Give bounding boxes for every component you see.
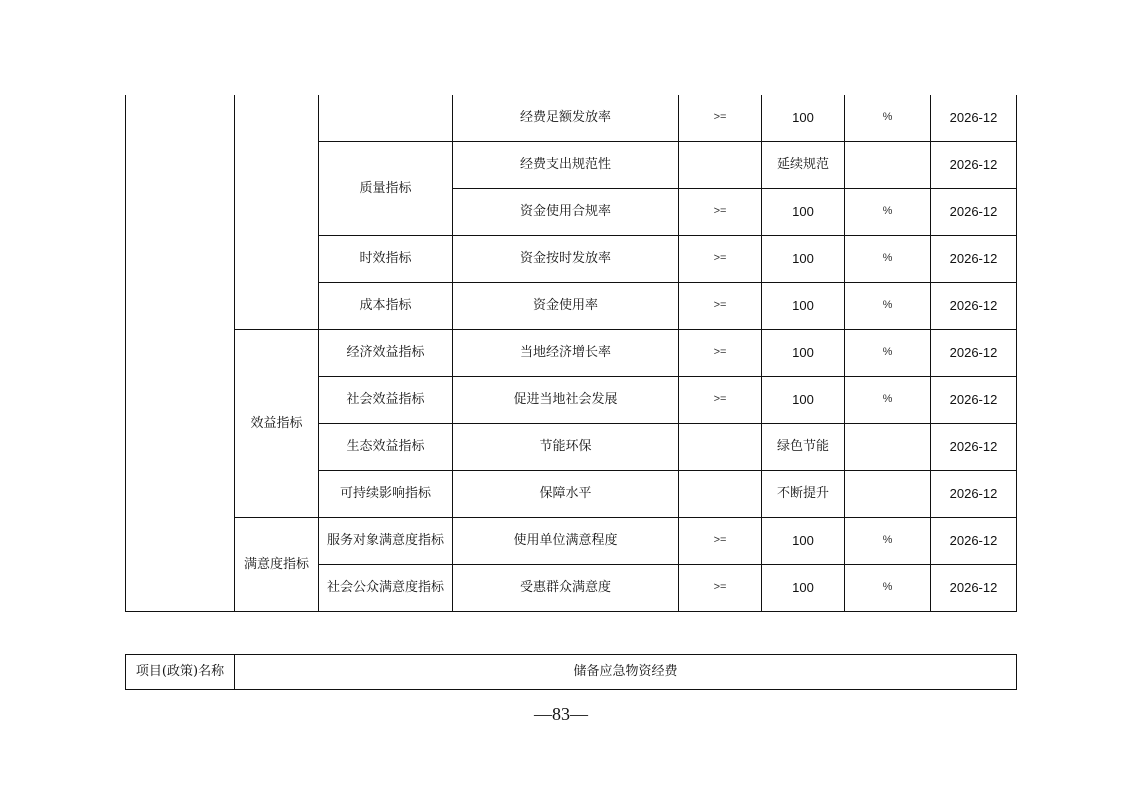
date-cell: 2026-12 xyxy=(931,518,1017,565)
table-row xyxy=(126,95,1017,142)
date-cell: 2026-12 xyxy=(931,424,1017,471)
unit-cell: % xyxy=(845,236,931,283)
performance-indicator-table xyxy=(125,95,1017,612)
level3-cell: 可持续影响指标 xyxy=(319,471,453,518)
value-cell: 100 xyxy=(762,377,845,424)
date-cell: 2026-12 xyxy=(931,377,1017,424)
level1-cell xyxy=(126,95,235,612)
value-cell: 延续规范 xyxy=(762,142,845,189)
operator-cell xyxy=(679,471,762,518)
unit-cell xyxy=(845,471,931,518)
project-name-cell: 储备应急物资经费 xyxy=(235,655,1017,690)
value-cell: 100 xyxy=(762,565,845,612)
date-cell: 2026-12 xyxy=(931,189,1017,236)
indicator-cell: 资金按时发放率 xyxy=(453,236,679,283)
value-cell: 100 xyxy=(762,95,845,142)
page-number: —83— xyxy=(534,704,588,724)
indicator-cell: 受惠群众满意度 xyxy=(453,565,679,612)
table-row xyxy=(126,330,1017,377)
indicator-cell: 促进当地社会发展 xyxy=(453,377,679,424)
project-name-table xyxy=(125,654,1017,690)
date-cell: 2026-12 xyxy=(931,471,1017,518)
indicator-cell: 资金使用合规率 xyxy=(453,189,679,236)
indicator-cell: 经费支出规范性 xyxy=(453,142,679,189)
indicator-cell: 使用单位满意程度 xyxy=(453,518,679,565)
value-cell: 100 xyxy=(762,330,845,377)
unit-cell xyxy=(845,142,931,189)
unit-cell: % xyxy=(845,189,931,236)
indicator-cell: 保障水平 xyxy=(453,471,679,518)
project-label-cell: 项目(政策)名称 xyxy=(126,655,235,690)
level2-benefit-cell: 效益指标 xyxy=(235,330,319,518)
level3-cell: 成本指标 xyxy=(319,283,453,330)
date-cell: 2026-12 xyxy=(931,283,1017,330)
operator-cell: >= xyxy=(679,236,762,283)
date-cell: 2026-12 xyxy=(931,236,1017,283)
level2-output-cell xyxy=(235,95,319,330)
level3-cell: 生态效益指标 xyxy=(319,424,453,471)
unit-cell: % xyxy=(845,330,931,377)
operator-cell: >= xyxy=(679,565,762,612)
table-row xyxy=(126,655,1017,690)
level3-cell: 质量指标 xyxy=(319,142,453,236)
date-cell: 2026-12 xyxy=(931,142,1017,189)
operator-cell: >= xyxy=(679,330,762,377)
operator-cell: >= xyxy=(679,283,762,330)
unit-cell: % xyxy=(845,565,931,612)
level3-cell xyxy=(319,95,453,142)
level3-cell: 服务对象满意度指标 xyxy=(319,518,453,565)
date-cell: 2026-12 xyxy=(931,95,1017,142)
indicator-cell: 经费足额发放率 xyxy=(453,95,679,142)
operator-cell: >= xyxy=(679,518,762,565)
value-cell: 100 xyxy=(762,189,845,236)
unit-cell: % xyxy=(845,518,931,565)
indicator-cell: 资金使用率 xyxy=(453,283,679,330)
operator-cell: >= xyxy=(679,377,762,424)
value-cell: 不断提升 xyxy=(762,471,845,518)
operator-cell: >= xyxy=(679,95,762,142)
date-cell: 2026-12 xyxy=(931,330,1017,377)
level3-cell: 经济效益指标 xyxy=(319,330,453,377)
value-cell: 100 xyxy=(762,236,845,283)
indicator-cell: 当地经济增长率 xyxy=(453,330,679,377)
indicator-cell: 节能环保 xyxy=(453,424,679,471)
operator-cell xyxy=(679,424,762,471)
level3-cell: 社会效益指标 xyxy=(319,377,453,424)
level3-cell: 时效指标 xyxy=(319,236,453,283)
operator-cell xyxy=(679,142,762,189)
unit-cell: % xyxy=(845,377,931,424)
unit-cell: % xyxy=(845,283,931,330)
value-cell: 100 xyxy=(762,283,845,330)
operator-cell: >= xyxy=(679,189,762,236)
unit-cell xyxy=(845,424,931,471)
value-cell: 100 xyxy=(762,518,845,565)
unit-cell: % xyxy=(845,95,931,142)
level2-satisfaction-cell: 满意度指标 xyxy=(235,518,319,612)
level3-cell: 社会公众满意度指标 xyxy=(319,565,453,612)
date-cell: 2026-12 xyxy=(931,565,1017,612)
table-row xyxy=(126,518,1017,565)
value-cell: 绿色节能 xyxy=(762,424,845,471)
